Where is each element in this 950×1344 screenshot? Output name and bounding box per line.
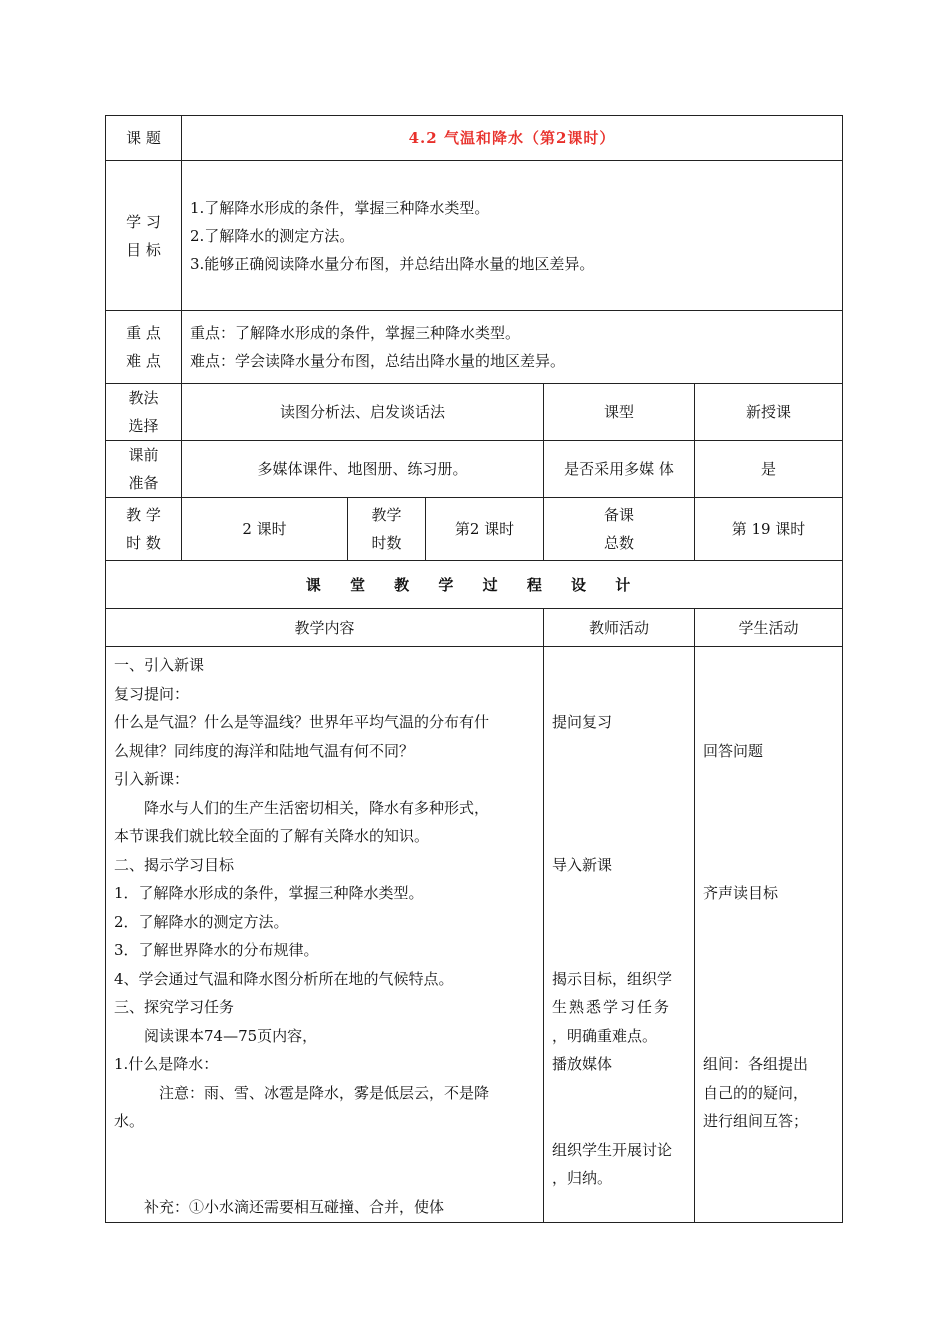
process-line: 揭示目标，组织学 bbox=[552, 969, 673, 988]
process-line bbox=[703, 1164, 834, 1193]
teaching-hours-label: 教 学 时 数 bbox=[106, 498, 182, 561]
keypoint-item: 难点：学会读降水量分布图，总结出降水量的地区差异。 bbox=[190, 352, 566, 370]
process-line bbox=[703, 765, 834, 794]
total-label: 备课 总数 bbox=[544, 498, 695, 561]
topic-label: 课 题 bbox=[106, 116, 182, 161]
process-line: 降水与人们的生产生活密切相关，降水有多种形式， bbox=[144, 798, 490, 817]
total-value: 第 19 课时 bbox=[695, 498, 843, 561]
keypoints-label bbox=[106, 311, 182, 384]
process-line bbox=[552, 680, 686, 709]
column-header-row bbox=[106, 609, 843, 647]
objective-item: 1.了解降水形成的条件，掌握三种降水类型。 bbox=[190, 198, 490, 217]
process-line: 本节课我们就比较全面的了解有关降水的知识。 bbox=[114, 827, 430, 845]
process-line: 引入新课： bbox=[114, 770, 190, 788]
process-line: 二、揭示学习目标 bbox=[114, 855, 235, 874]
section-title: 课 堂 教 学 过 程 设 计 bbox=[106, 561, 843, 609]
process-line: 4、学会通过气温和降水图分析所在地的气候特点。 bbox=[114, 969, 454, 988]
lesson-type-label: 课型 bbox=[544, 384, 695, 441]
process-line bbox=[552, 1107, 686, 1136]
process-line: 一、引入新课 bbox=[114, 656, 205, 674]
title-row bbox=[106, 116, 843, 161]
keypoints-list bbox=[182, 311, 843, 384]
process-line: 组间：各组提出 bbox=[703, 1055, 809, 1073]
prep-row bbox=[106, 441, 843, 498]
process-line: 补充：①小水滴还需要相互碰撞、合并，使体 bbox=[144, 1197, 445, 1216]
process-line bbox=[703, 851, 834, 880]
process-line bbox=[703, 680, 834, 709]
process-line bbox=[703, 794, 834, 823]
process-line bbox=[703, 708, 834, 737]
process-line: 播放媒体 bbox=[552, 1055, 613, 1073]
process-line: 齐声读目标 bbox=[703, 884, 779, 902]
method-value: 读图分析法、启发谈话法 bbox=[182, 384, 544, 441]
process-line bbox=[703, 936, 834, 965]
process-line bbox=[703, 651, 834, 680]
teaching-hours-value: 2 课时 bbox=[182, 498, 348, 561]
keypoints-label-text: 重 点 难 点 bbox=[126, 324, 161, 370]
teacher-lines bbox=[552, 651, 686, 1221]
column-header-content: 教学内容 bbox=[106, 609, 544, 647]
process-line: 么规律？同纬度的海洋和陆地气温有何不同？ bbox=[114, 741, 415, 760]
content-lines bbox=[114, 651, 535, 1221]
keypoint-item: 重点：了解降水形成的条件，掌握三种降水类型。 bbox=[190, 324, 521, 342]
lesson-type-value: 新授课 bbox=[695, 384, 843, 441]
lesson-title: 4.2 气温和降水（第2课时） bbox=[182, 116, 843, 161]
process-line bbox=[552, 794, 686, 823]
process-line: 组织学生开展讨论 bbox=[552, 1140, 673, 1159]
process-line bbox=[552, 1079, 686, 1108]
student-column bbox=[695, 647, 843, 1223]
prep-value: 多媒体课件、地图册、练习册。 bbox=[182, 441, 544, 498]
process-line bbox=[552, 879, 686, 908]
process-line bbox=[703, 993, 834, 1022]
student-lines bbox=[703, 651, 834, 1221]
column-header-teacher: 教师活动 bbox=[544, 609, 695, 647]
lesson-plan-table bbox=[105, 115, 843, 1223]
process-line bbox=[703, 908, 834, 937]
process-line: 3．了解世界降水的分布规律。 bbox=[114, 941, 319, 959]
process-line: 进行组间互答； bbox=[703, 1112, 809, 1130]
prep-label: 课前 准备 bbox=[106, 441, 182, 498]
process-line bbox=[114, 1136, 535, 1165]
section-title-row bbox=[106, 561, 843, 609]
process-line bbox=[703, 1136, 834, 1165]
multimedia-value: 是 bbox=[695, 441, 843, 498]
process-line: 1．了解降水形成的条件，掌握三种降水类型。 bbox=[114, 884, 424, 902]
process-line: ，归纳。 bbox=[552, 1169, 613, 1187]
hours-row bbox=[106, 498, 843, 561]
process-line bbox=[114, 1164, 535, 1193]
column-header-student: 学生活动 bbox=[695, 609, 843, 647]
process-line bbox=[552, 737, 686, 766]
process-line: 三、探究学习任务 bbox=[114, 998, 235, 1016]
process-line: 自己的的疑问， bbox=[703, 1083, 809, 1102]
process-line bbox=[552, 822, 686, 851]
process-line: 导入新课 bbox=[552, 855, 613, 874]
process-line: 生熟悉学习任务 bbox=[552, 998, 672, 1016]
process-line bbox=[552, 651, 686, 680]
multimedia-label: 是否采用多媒 体 bbox=[544, 441, 695, 498]
content-column bbox=[106, 647, 544, 1223]
process-line: 1.什么是降水： bbox=[114, 1055, 219, 1073]
objectives-list bbox=[182, 161, 843, 311]
keypoints-row bbox=[106, 311, 843, 384]
process-line: ，明确重难点。 bbox=[552, 1026, 658, 1045]
session-label: 教学 时数 bbox=[348, 498, 426, 561]
process-line: 水。 bbox=[114, 1112, 145, 1130]
method-row bbox=[106, 384, 843, 441]
process-line bbox=[552, 1193, 686, 1222]
method-label: 教法 选择 bbox=[106, 384, 182, 441]
process-line bbox=[552, 936, 686, 965]
process-body-row bbox=[106, 647, 843, 1223]
process-line: 什么是气温？什么是等温线？世界年平均气温的分布有什 bbox=[114, 713, 490, 731]
process-line bbox=[703, 1022, 834, 1051]
process-line: 复习提问： bbox=[114, 684, 190, 703]
objective-item: 2.了解降水的测定方法。 bbox=[190, 226, 355, 245]
process-line bbox=[552, 765, 686, 794]
teacher-column bbox=[544, 647, 695, 1223]
process-line: 阅读课本74—75页内容， bbox=[144, 1026, 318, 1045]
objectives-label-text: 学 习 目 标 bbox=[126, 212, 161, 259]
process-line bbox=[552, 908, 686, 937]
process-line: 2．了解降水的测定方法。 bbox=[114, 912, 289, 931]
process-line: 注意：雨、雪、冰雹是降水，雾是低层云，不是降 bbox=[159, 1083, 490, 1102]
objective-item: 3.能够正确阅读降水量分布图，并总结出降水量的地区差异。 bbox=[190, 254, 595, 273]
objectives-label bbox=[106, 161, 182, 311]
objectives-row bbox=[106, 161, 843, 311]
process-line bbox=[703, 822, 834, 851]
process-line bbox=[703, 1193, 834, 1222]
session-value: 第2 课时 bbox=[426, 498, 544, 561]
lesson-plan-page bbox=[105, 115, 842, 1223]
process-line: 提问复习 bbox=[552, 713, 613, 731]
process-line bbox=[703, 965, 834, 994]
process-line: 回答问题 bbox=[703, 741, 764, 760]
